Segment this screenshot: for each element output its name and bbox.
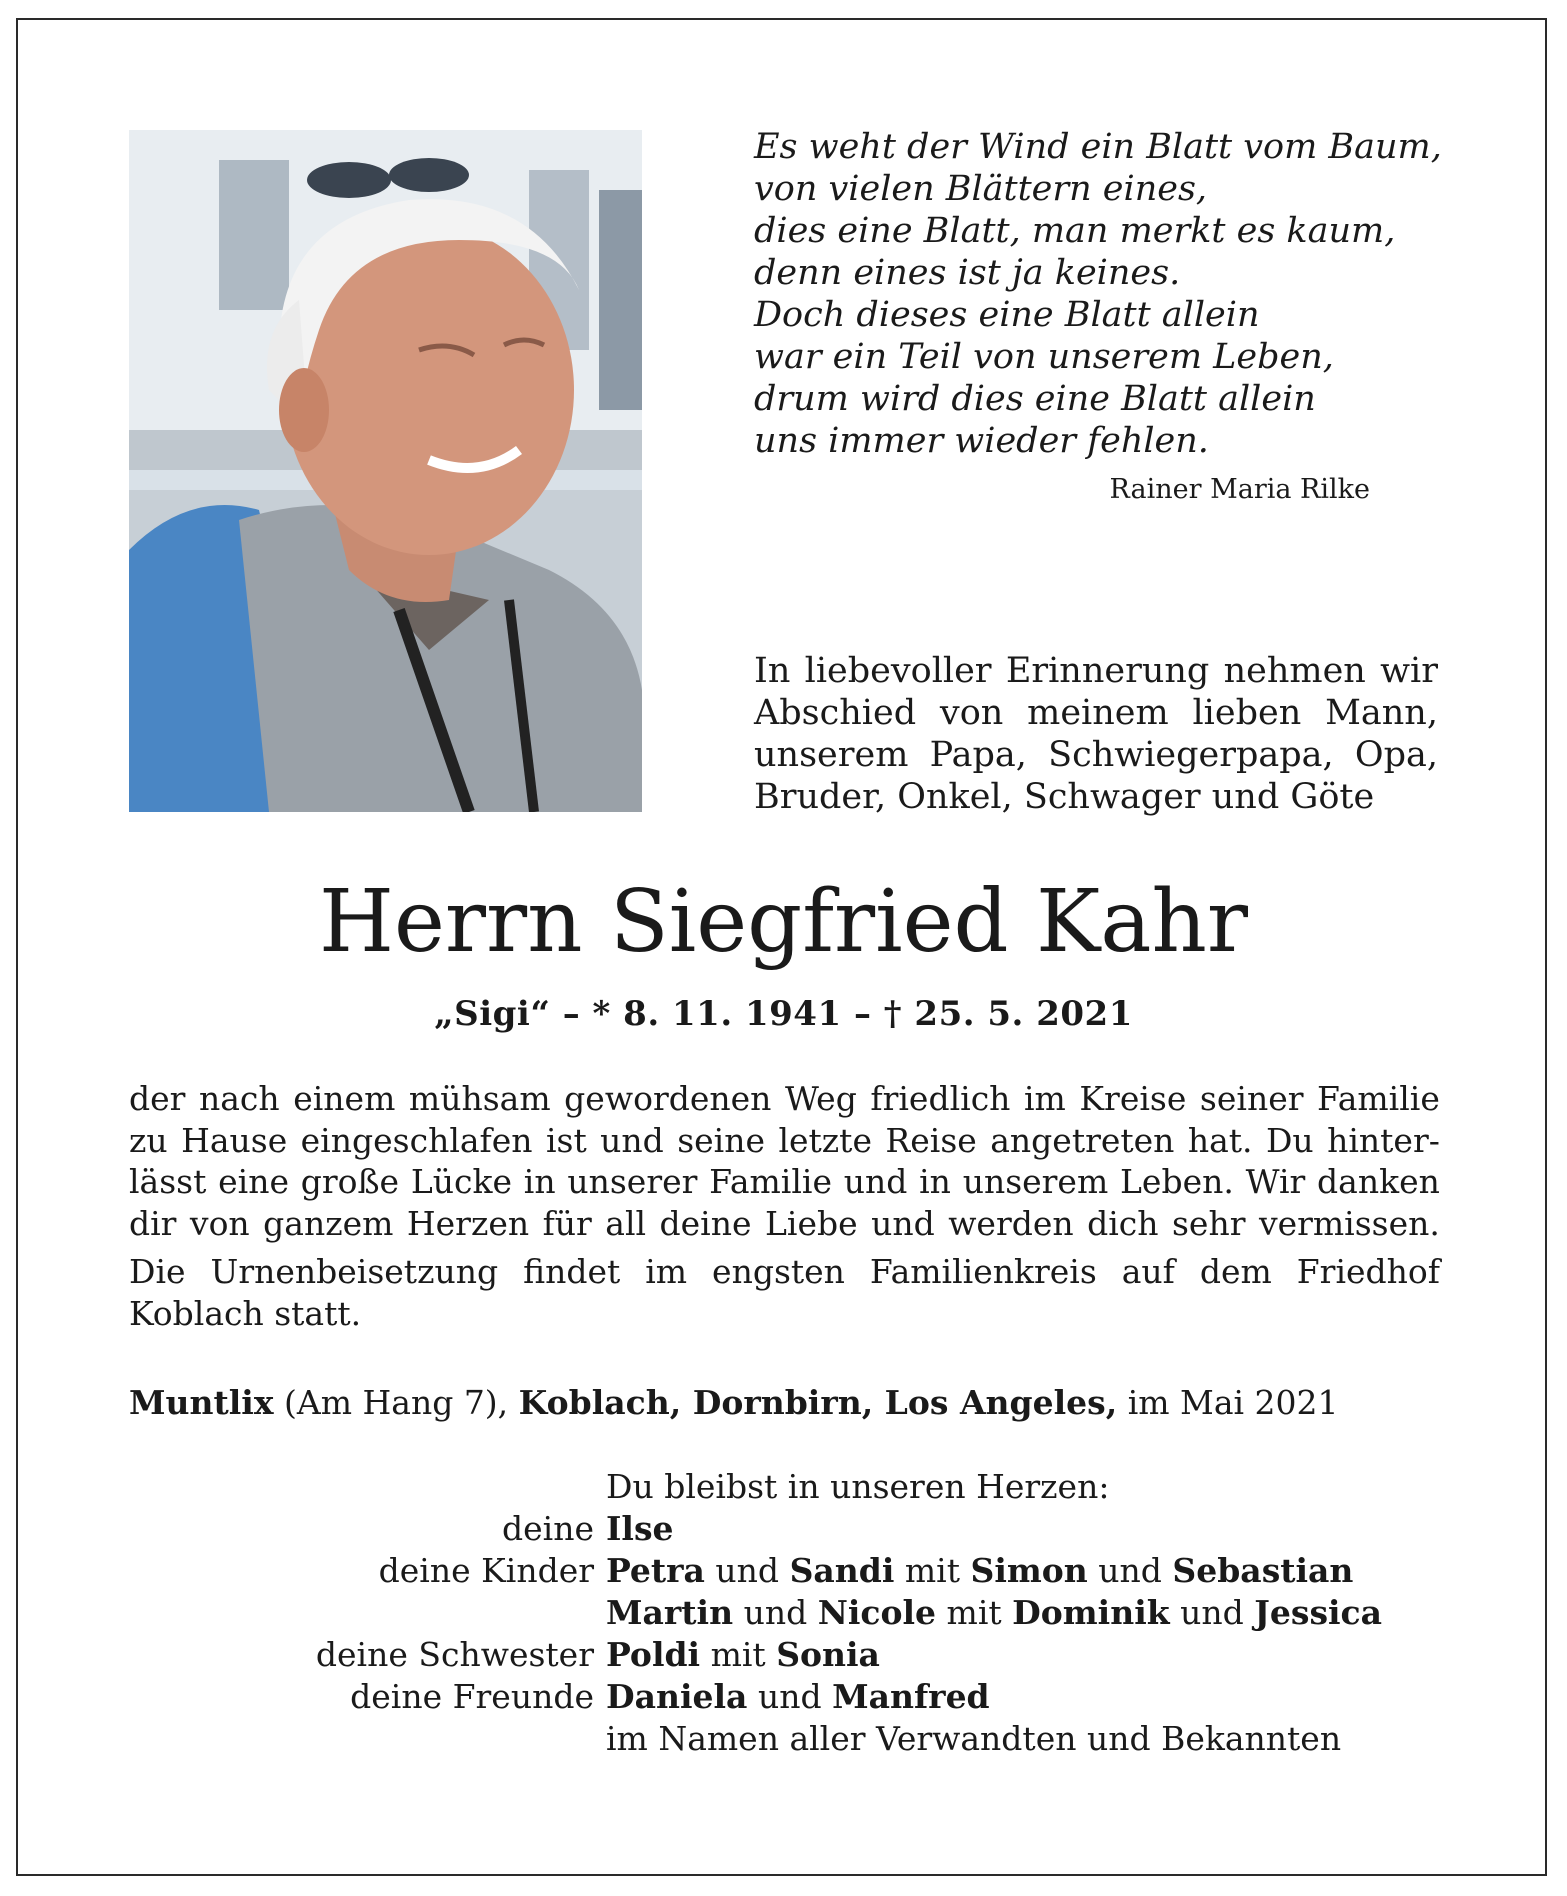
word: Schwiegerpapa, <box>1048 735 1334 775</box>
word: Weg <box>784 1079 857 1118</box>
word: Familie <box>1317 1079 1440 1118</box>
word: Hause <box>181 1120 288 1160</box>
place-towns: Koblach, Dornbirn, Los Angeles, <box>518 1383 1118 1422</box>
family-row <box>129 1634 1440 1676</box>
word: Papa, <box>929 735 1027 775</box>
word: im <box>1023 1079 1066 1118</box>
family-member-name: Simon <box>970 1551 1088 1590</box>
word: Die <box>129 1252 186 1291</box>
memory-line <box>754 734 1438 776</box>
family-role <box>129 1718 606 1760</box>
word: hat. <box>1187 1120 1253 1160</box>
word: ganzem <box>263 1203 394 1243</box>
poem-line: drum wird dies eine Blatt allein <box>754 379 1316 419</box>
word: meinem <box>1027 693 1169 733</box>
place-town: Muntlix <box>129 1383 274 1422</box>
word: Kreise <box>1079 1079 1187 1118</box>
text-line <box>129 1161 1440 1203</box>
family-role: deine Schwester <box>315 1635 594 1674</box>
family-connector: mit <box>700 1635 777 1674</box>
family-connector: im Namen aller Verwandten und Bekannten <box>606 1719 1342 1758</box>
family-row <box>129 1592 1440 1634</box>
family-row <box>129 1676 1440 1718</box>
place-date-line <box>129 1383 1440 1422</box>
text-line <box>129 1078 1440 1120</box>
family-connector: und <box>747 1677 833 1716</box>
word: Familie <box>709 1162 832 1201</box>
deceased-name: Herrn Siegfried Kahr <box>319 872 1248 972</box>
word: letzte <box>778 1120 872 1160</box>
family-role: deine Kinder <box>378 1551 594 1590</box>
word: ist <box>545 1120 587 1160</box>
word: Du <box>1265 1120 1314 1160</box>
family-intro: Du bleibst in unseren Herzen: <box>606 1467 1110 1506</box>
word: in <box>919 1162 951 1201</box>
word: für <box>542 1203 592 1243</box>
word: unserer <box>567 1162 698 1201</box>
word: nach <box>198 1079 280 1118</box>
word: große <box>300 1162 400 1201</box>
word: friedlich <box>870 1079 1011 1118</box>
word: Leben. <box>1120 1162 1234 1201</box>
portrait-photo <box>129 130 642 812</box>
word: engsten <box>712 1252 845 1291</box>
family-connector: mit <box>936 1593 1013 1632</box>
word: einem <box>293 1079 396 1118</box>
word: von <box>939 693 1004 733</box>
family-member-name: Sonia <box>776 1635 880 1674</box>
family-connector: und <box>1087 1551 1173 1590</box>
word: vermissen. <box>1258 1203 1440 1243</box>
word: unserem <box>754 735 909 775</box>
poem-author: Rainer Maria Rilke <box>1109 474 1370 505</box>
word: all <box>605 1203 647 1243</box>
poem-line: denn eines ist ja keines. <box>754 253 1181 293</box>
word: dir <box>129 1203 177 1243</box>
word: angetreten <box>990 1120 1175 1160</box>
word: eine <box>218 1162 289 1201</box>
family-member-name: Dominik <box>1012 1593 1170 1632</box>
word: der <box>129 1079 186 1118</box>
family-member-name: Petra <box>606 1551 705 1590</box>
word: in <box>523 1162 556 1201</box>
word: Friedhof <box>1296 1252 1440 1291</box>
family-member-name: Daniela <box>606 1677 748 1716</box>
family-connector: und <box>733 1593 818 1632</box>
word: lieben <box>1192 693 1302 733</box>
family-member-name: Jessica <box>1254 1593 1383 1632</box>
text-line <box>129 1251 1440 1293</box>
word: deine <box>659 1203 752 1243</box>
word: Lücke <box>410 1162 513 1201</box>
family-names <box>606 1634 880 1676</box>
word: dich <box>1087 1203 1159 1243</box>
word: unserem <box>962 1162 1109 1201</box>
word: Liebe <box>764 1203 858 1243</box>
word: liebevoller <box>804 651 992 691</box>
memory-text <box>754 650 1438 818</box>
family-role: deine Freunde <box>350 1677 594 1716</box>
memory-line <box>754 692 1438 734</box>
word: danken <box>1317 1162 1440 1201</box>
obituary-text <box>129 1078 1440 1334</box>
poem <box>754 126 1442 462</box>
word: Reise <box>885 1120 977 1160</box>
word: sehr <box>1171 1203 1246 1243</box>
poem-line: dies eine Blatt, man merkt es kaum, <box>754 211 1396 251</box>
word: Opa, <box>1354 735 1438 775</box>
family-names <box>606 1718 1341 1760</box>
word: und <box>871 1203 935 1243</box>
text-line <box>129 1203 1440 1245</box>
family-connector: und <box>704 1551 790 1590</box>
family-list <box>129 1466 1440 1760</box>
memory-line <box>754 650 1438 692</box>
word: und <box>843 1162 908 1201</box>
word: eingeschlafen <box>300 1120 533 1160</box>
word: findet <box>523 1252 621 1291</box>
family-member-name: Nicole <box>817 1593 937 1632</box>
word: im <box>645 1252 688 1291</box>
family-intro-row <box>129 1466 1440 1508</box>
word: seiner <box>1199 1079 1304 1118</box>
word: wir <box>1380 651 1438 691</box>
word: Abschied <box>754 693 917 733</box>
word: auf <box>1121 1252 1175 1291</box>
family-member-name: Poldi <box>606 1635 701 1674</box>
family-names <box>606 1592 1382 1634</box>
family-names <box>606 1508 674 1550</box>
family-member-name: Ilse <box>606 1509 674 1548</box>
poem-line: Es weht der Wind ein Blatt vom Baum, <box>754 127 1442 167</box>
family-names <box>606 1550 1353 1592</box>
text-line: Koblach statt. <box>129 1293 362 1333</box>
poem-line: von vielen Blättern eines, <box>754 169 1208 209</box>
poem-line: Doch dieses eine Blatt allein <box>754 295 1260 335</box>
word: gewordenen <box>564 1079 772 1118</box>
family-row <box>129 1550 1440 1592</box>
word: dem <box>1199 1252 1272 1291</box>
family-row <box>129 1718 1440 1760</box>
word: und <box>600 1120 664 1160</box>
word: Mann, <box>1325 693 1438 733</box>
family-names <box>606 1676 990 1718</box>
word: mühsam <box>408 1079 551 1118</box>
family-connector: mit <box>894 1551 971 1590</box>
word: werden <box>948 1203 1074 1243</box>
poem-line: uns immer wieder fehlen. <box>754 421 1209 461</box>
word: lässt <box>129 1162 207 1201</box>
place-date: im Mai 2021 <box>1117 1383 1339 1422</box>
text-line <box>129 1120 1440 1162</box>
family-member-name: Sebastian <box>1172 1551 1354 1590</box>
memory-line: Bruder, Onkel, Schwager und Göte <box>754 777 1375 817</box>
family-member-name: Martin <box>606 1593 734 1632</box>
family-row <box>129 1508 1440 1550</box>
word: Wir <box>1245 1162 1306 1201</box>
family-member-name: Sandi <box>789 1551 895 1590</box>
life-dates: „Sigi“ – * 8. 11. 1941 – † 25. 5. 2021 <box>434 994 1133 1034</box>
word: von <box>189 1203 250 1243</box>
family-role <box>129 1592 606 1634</box>
word: Urnenbeisetzung <box>210 1252 499 1291</box>
place-address: (Am Hang 7), <box>273 1383 519 1422</box>
word: zu <box>129 1120 168 1160</box>
poem-line: war ein Teil von unserem Leben, <box>754 337 1334 377</box>
word: Herzen <box>406 1203 530 1243</box>
word: seine <box>677 1120 766 1160</box>
family-member-name: Manfred <box>832 1677 990 1716</box>
word: Erinnerung <box>1005 651 1210 691</box>
word: In <box>754 651 791 691</box>
word: nehmen <box>1223 651 1366 691</box>
family-connector: und <box>1169 1593 1255 1632</box>
word: hinter- <box>1327 1120 1440 1160</box>
family-role: deine <box>502 1509 594 1548</box>
word: Familienkreis <box>869 1252 1097 1291</box>
